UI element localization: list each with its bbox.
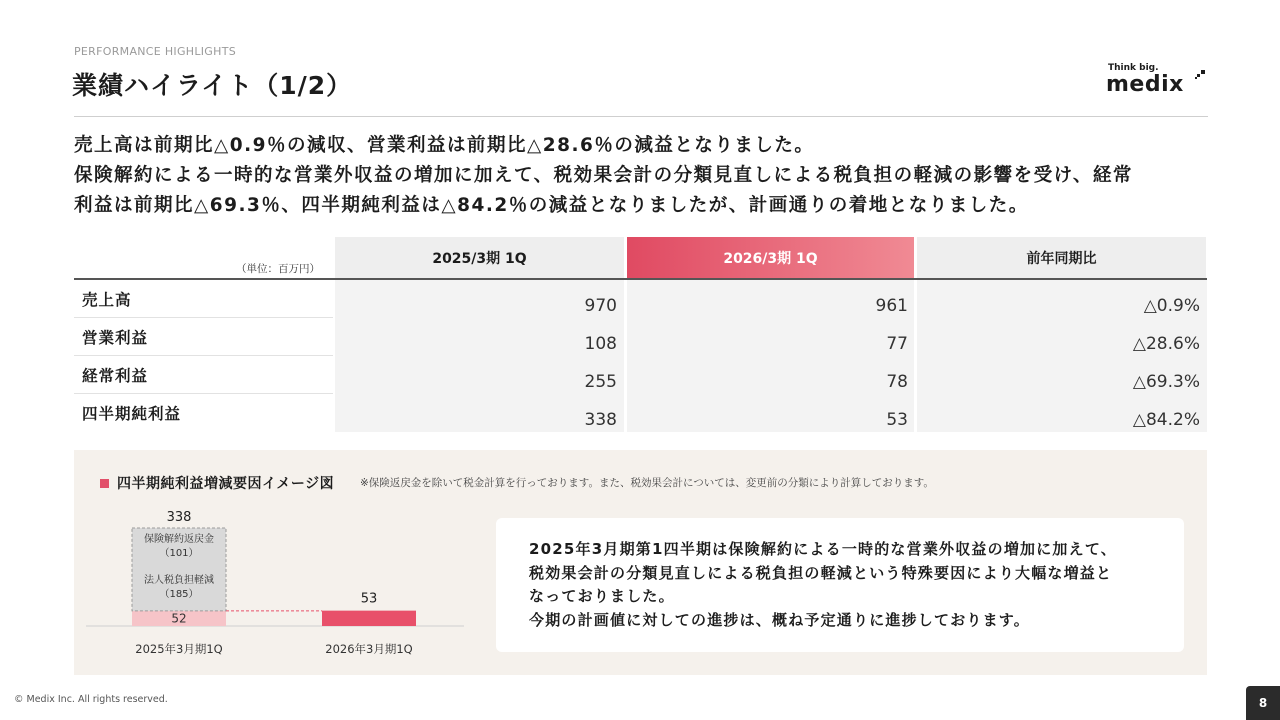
factor-value: （185） [159, 589, 199, 600]
logo-dots-icon [1195, 70, 1205, 80]
lead-line: 保険解約による一時的な営業外収益の増加に加えて、税効果会計の分類見直しによる税負担の軽減の影響を受け、経常 [74, 165, 1133, 186]
column-header-yoy: 前年同期比 [917, 237, 1206, 278]
bar-prev-base-label: 52 [171, 611, 187, 626]
page-title: 業績ハイライト（1/2） [72, 71, 353, 100]
cell-yoy: △0.9% [917, 280, 1207, 318]
table-row-sales [74, 280, 1207, 318]
factor-label: 法人税負担軽減 [144, 575, 214, 586]
commentary-line: 税効果会計の分類見直しによる税負担の軽減という特殊要因により大幅な増益と [529, 563, 1113, 582]
lead-line: 利益は前期比△69.3％、四半期純利益は△84.2％の減益となりましたが、計画通りの着地となりました。 [74, 195, 1029, 216]
cell-prev: 970 [335, 280, 624, 318]
copyright: © Medix Inc. All rights reserved. [14, 694, 168, 705]
panel-title [100, 473, 334, 493]
row-label: 四半期純利益 [82, 405, 182, 423]
table-unit-label: （単位：百万円） [236, 263, 320, 275]
panel-title-text: 四半期純利益増減要因イメージ図 [117, 476, 335, 492]
cell-current: 77 [627, 318, 914, 356]
cell-current: 78 [627, 356, 914, 394]
lead-line: 売上高は前期比△0.9％の減収、営業利益は前期比△28.6％の減益となりました。 [74, 135, 815, 156]
row-label: 経常利益 [82, 367, 149, 385]
cell-prev: 108 [335, 318, 624, 356]
panel-note: ※保険返戻金を除いて税金計算を行っております。また、税効果会計については、変更前の分類により計算しております。 [360, 477, 934, 489]
table-row-ordinary-profit [74, 356, 1207, 394]
table-row-operating-profit [74, 318, 1207, 356]
commentary-box [496, 518, 1184, 652]
commentary-line: 2025年3月期第1四半期は保険解約による一時的な営業外収益の増加に加えて、 [529, 540, 1117, 558]
total-label-prev: 338 [166, 510, 192, 525]
column-header-prev: 2025/3期 1Q [335, 237, 624, 278]
page-number: 8 [1246, 686, 1280, 720]
bar-current [322, 611, 416, 626]
cell-yoy: △28.6% [917, 318, 1207, 356]
commentary-line: 今期の計画値に対しての進捗は、概ね予定通りに進捗しております。 [529, 610, 1031, 629]
cell-prev: 255 [335, 356, 624, 394]
square-bullet-icon [100, 479, 109, 488]
header-divider [74, 116, 1208, 117]
category-label: 2025年3月期1Q [135, 642, 223, 656]
medix-logo [1106, 63, 1210, 97]
cell-yoy: △69.3% [917, 356, 1207, 394]
net-income-factor-chart [80, 495, 480, 665]
category-label: 2026年3月期1Q [325, 642, 413, 656]
logo-wordmark: medix [1106, 72, 1184, 97]
cell-current: 53 [627, 394, 914, 432]
cell-current: 961 [627, 280, 914, 318]
lead-summary [74, 131, 1214, 221]
table-row-net-income [74, 394, 1207, 432]
column-header-current: 2026/3期 1Q [627, 237, 914, 278]
logo-tagline: Think big. [1108, 63, 1159, 73]
row-label: 売上高 [82, 291, 132, 309]
cell-prev: 338 [335, 394, 624, 432]
factor-label: 保険解約返戻金 [144, 534, 214, 545]
cell-yoy: △84.2% [917, 394, 1207, 432]
row-label: 営業利益 [82, 329, 149, 347]
total-label-current: 53 [360, 591, 378, 607]
factor-value: （101） [159, 548, 199, 559]
commentary-line: なっておりました。 [529, 587, 675, 605]
eyebrow-label: PERFORMANCE HIGHLIGHTS [74, 45, 237, 58]
